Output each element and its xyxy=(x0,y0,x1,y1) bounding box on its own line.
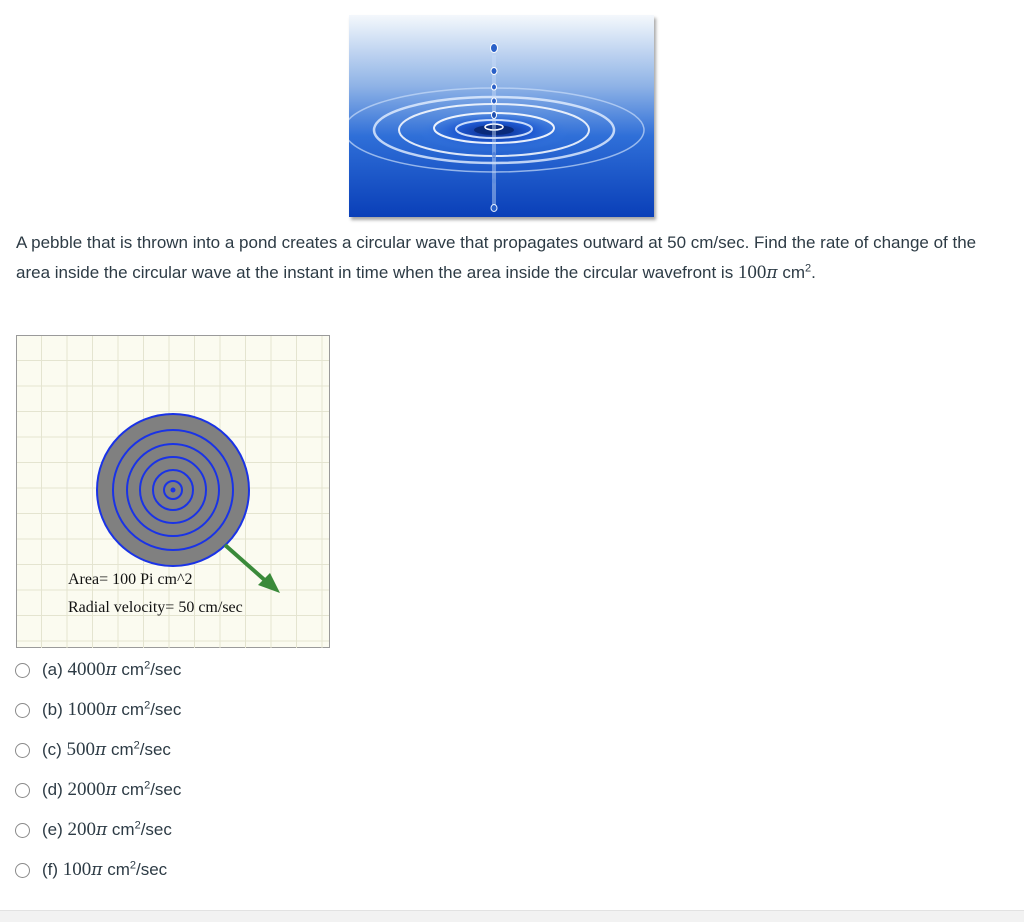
radio-button[interactable] xyxy=(15,823,30,838)
answer-pi: π xyxy=(105,780,117,800)
radio-button[interactable] xyxy=(15,783,30,798)
answer-prefix: (e) xyxy=(42,820,68,839)
answer-prefix: (b) xyxy=(42,700,68,719)
answer-pi: π xyxy=(105,700,117,720)
answer-number: 200 xyxy=(67,819,96,840)
answer-prefix: (a) xyxy=(42,660,68,679)
answer-exponent: 2 xyxy=(129,859,136,872)
question-pi-symbol: π xyxy=(766,263,778,283)
answer-pi: π xyxy=(96,820,108,840)
answer-label[interactable] xyxy=(42,699,181,721)
answer-unit: cm xyxy=(107,820,135,839)
wave-diagram xyxy=(16,335,330,648)
answer-prefix: (c) xyxy=(42,740,67,759)
answer-number: 2000 xyxy=(67,779,106,800)
answer-prefix: (f) xyxy=(42,860,63,879)
answer-prefix: (d) xyxy=(42,780,68,799)
answer-exponent: 2 xyxy=(144,699,151,712)
answer-pi: π xyxy=(91,860,103,880)
footer-bar xyxy=(0,910,1024,922)
answer-suffix: /sec xyxy=(140,820,172,839)
answer-unit: cm xyxy=(102,860,130,879)
answer-unit: cm xyxy=(116,660,145,679)
answer-exponent: 2 xyxy=(144,659,151,672)
question-unit: cm xyxy=(782,263,806,282)
radio-button[interactable] xyxy=(15,703,30,718)
answer-option-b[interactable] xyxy=(15,690,181,730)
radio-button[interactable] xyxy=(15,743,30,758)
answer-label[interactable] xyxy=(42,859,167,881)
answer-option-c[interactable] xyxy=(15,730,181,770)
answer-exponent: 2 xyxy=(144,779,151,792)
velocity-label: Radial velocity= 50 cm/sec xyxy=(68,599,243,616)
answer-suffix: /sec xyxy=(135,860,168,879)
answer-number: 500 xyxy=(66,739,96,760)
question-area-number: 100 xyxy=(737,262,767,283)
answer-suffix: /sec xyxy=(150,780,182,799)
radio-button[interactable] xyxy=(15,663,30,678)
question-ending: . xyxy=(811,263,816,282)
answer-label[interactable] xyxy=(42,739,171,761)
answer-unit: cm xyxy=(116,780,145,799)
answer-option-e[interactable] xyxy=(15,810,181,850)
answer-pi: π xyxy=(95,740,107,760)
answer-option-f[interactable] xyxy=(15,850,181,890)
answer-number: 1000 xyxy=(67,699,106,720)
answer-number: 100 xyxy=(62,859,92,880)
answer-number: 4000 xyxy=(67,659,106,680)
answer-exponent: 2 xyxy=(134,819,141,832)
question-exponent: 2 xyxy=(805,262,812,275)
question-text xyxy=(16,228,1001,288)
radio-button[interactable] xyxy=(15,863,30,878)
answer-suffix: /sec xyxy=(150,660,182,679)
answer-option-a[interactable] xyxy=(15,650,181,690)
answer-list xyxy=(15,650,181,890)
answer-pi: π xyxy=(105,660,117,680)
wave-center xyxy=(171,488,176,493)
answer-suffix: /sec xyxy=(150,700,182,719)
water-ripple-photo xyxy=(349,15,654,217)
answer-label[interactable] xyxy=(42,659,181,681)
answer-unit: cm xyxy=(116,700,145,719)
answer-unit: cm xyxy=(106,740,134,759)
answer-label[interactable] xyxy=(42,819,172,841)
question-body: A pebble that is thrown into a pond creates a circular wave that propagates outward at 50 cm/sec. Find the rate of change of the area inside the circular wave at the instant in time when the area inside the circular wavefront is xyxy=(16,233,977,282)
answer-suffix: /sec xyxy=(139,740,171,759)
answer-exponent: 2 xyxy=(133,739,140,752)
answer-option-d[interactable] xyxy=(15,770,181,810)
area-label: Area= 100 Pi cm^2 xyxy=(68,571,193,588)
answer-label[interactable] xyxy=(42,779,181,801)
